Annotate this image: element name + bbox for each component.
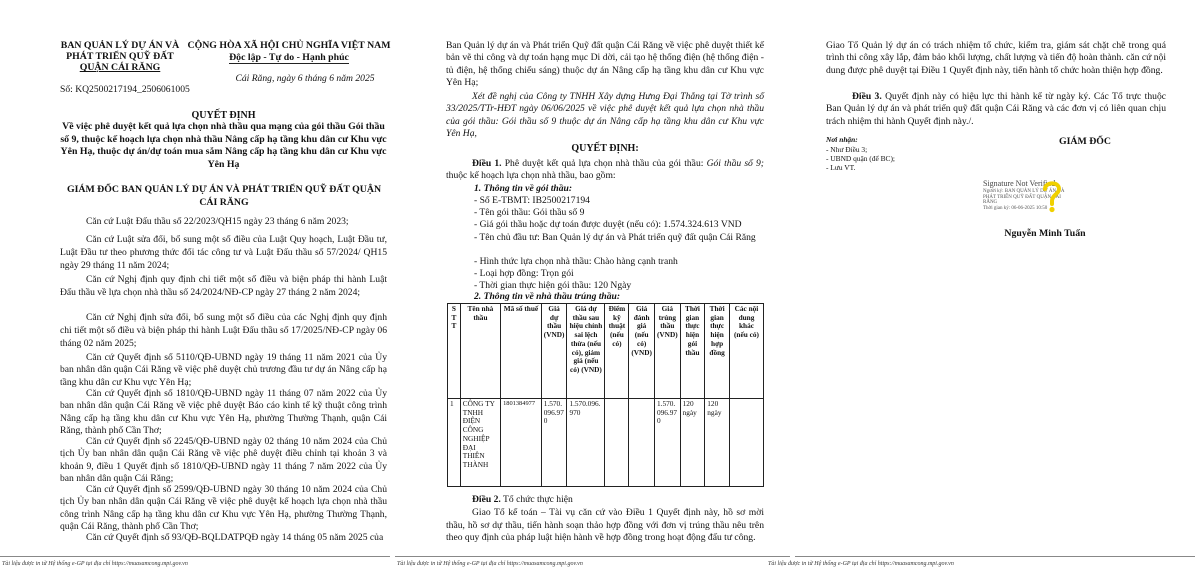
table-cell: 120 ngày — [705, 399, 730, 487]
section-1-title: 1. Thông tin về gói thầu: — [474, 183, 573, 194]
agency-line: QUẬN CÁI RĂNG — [79, 62, 161, 74]
col-header: Mã số thuế — [501, 304, 542, 399]
legal-basis: Căn cứ Quyết định số 1810/QĐ-UBND ngày 11 tháng 07 năm 2022 của Ủy ban nhân dân quận Cái Răng về việc phê duyệt Báo cáo kinh tế kỹ thuật công trình Nâng cấp hạ tầng khu dân cư Khu vực Yên Hạ, phường Thường Thạnh, quận Cái Răng, thành phố Cần Thơ; — [60, 388, 387, 436]
legal-basis: Căn cứ Quyết định số 5110/QĐ-UBND ngày 19 tháng 11 năm 2021 của Ủy ban nhân dân quận Cái Răng về việc phê duyệt chủ trương đầu tư dự án Nâng cấp hạ tầng khu dân cư Khu vực Yên Hạ; — [60, 352, 387, 388]
info-line: - Loại hợp đồng: Trọn gói — [474, 268, 574, 279]
table-cell: 1.570.096.970 — [541, 399, 567, 487]
info-line: - Tên chủ đầu tư: Ban Quản lý dự án và Phát triển quỹ đất quận Cái Răng — [474, 232, 756, 243]
page-2 — [395, 0, 795, 587]
recipient-item: - Lưu VT. — [826, 163, 856, 172]
info-line: - Tên gói thầu: Gói thầu số 9 — [474, 207, 585, 218]
table-cell: 1.570.096.970 — [654, 399, 680, 487]
decision-title: QUYẾT ĐỊNH — [191, 110, 256, 121]
col-header: Thời gian thực hiện gói thầu — [680, 304, 705, 399]
table-cell: 120 ngày — [680, 399, 705, 487]
signature-question-icon — [1039, 179, 1065, 213]
legal-basis: Căn cứ Luật Đấu thầu số 22/2023/QH15 ngày 23 tháng 6 năm 2023; — [86, 216, 349, 227]
legal-basis: Căn cứ Luật sửa đổi, bổ sung một số điều của Luật Quy hoạch, Luật Đầu tư, Luật Đầu tư theo phương thức đối tác công tư và Luật Đấu thầu số 57/2024/ QH15 ngày 29 tháng 11 năm 2024; — [60, 234, 387, 271]
article-3 — [826, 91, 1166, 128]
article-2-text: Tổ chức thực hiện — [503, 494, 573, 505]
footer-rule — [395, 556, 790, 557]
article-1-tail: thuộc kế hoạch lựa chọn nhà thầu, bao gồm: — [446, 170, 616, 182]
article-1 — [446, 158, 764, 183]
col-header: Giá dự thầu (VND) — [541, 304, 567, 399]
article-2 — [446, 494, 764, 506]
col-header: Giá đánh giá (nếu có) (VND) — [629, 304, 655, 399]
article-1-package: Gói thầu số 9; — [706, 158, 764, 169]
table-cell — [629, 399, 655, 487]
agency-line: PHÁT TRIỂN QUỸ ĐẤT — [66, 51, 174, 63]
table-cell: 1.570.096.970 — [567, 399, 605, 487]
footer-rule — [0, 556, 390, 557]
section-2-title: 2. Thông tin về nhà thầu trúng thầu: — [474, 291, 621, 302]
table-cell: 1801384977 — [501, 399, 542, 487]
winning-bidder-table — [447, 303, 764, 487]
info-line: - Thời gian thực hiện gói thầu: 120 Ngày — [474, 280, 632, 291]
article-1-label: Điều 1. — [472, 158, 502, 169]
director-title: GIÁM ĐỐC BAN QUẢN LÝ DỰ ÁN VÀ PHÁT TRIỂN QUỸ ĐẤT QUẬN CÁI RĂNG — [66, 184, 382, 208]
legal-basis: Căn cứ Nghị định quy định chi tiết một số điều và biện pháp thi hành Luật Đấu thầu về lựa chọn nhà thầu số 24/2024/NĐ-CP ngày 27 tháng 2 năm 2024; — [60, 274, 387, 298]
table-header-row — [448, 304, 764, 399]
article-2-body: Giao Tổ kế toán – Tài vụ căn cứ vào Điều 1 Quyết định này, hồ sơ mời thầu, hồ sơ dự thầu, tiến hành soạn thảo hợp đồng với đơn vị trúng thầu nêu trên theo quy định của pháp luật hiện hành về hợp đồng trong hoạt động đấu tư công. — [446, 507, 764, 543]
col-header: Các nội dung khác (nếu có) — [729, 304, 763, 399]
page-3 — [768, 0, 1200, 587]
table-cell: CÔNG TY TNHH ĐIỆN CÔNG NGHIỆP ĐẠI THIÊN THÀNH — [460, 399, 500, 487]
footer-rule — [795, 556, 1195, 557]
decision-subject: Về việc phê duyệt kết quả lựa chọn nhà thầu qua mạng của gói thầu Gói thầu số 9, thuộc kế hoạch lựa chọn nhà thầu Nâng cấp hạ tầng khu dân cư Khu vực Yên Hạ, thuộc dự án/dự toán mua sắm Nâng cấp hạ tầng khu dân cư Khu vực Yên Hạ — [60, 121, 387, 170]
col-header: Điểm kỹ thuật (nếu có) — [605, 304, 629, 399]
decides-heading: QUYẾT ĐỊNH: — [571, 143, 639, 154]
signer-title: GIÁM ĐỐC — [1059, 136, 1111, 147]
legal-basis: Căn cứ Quyết định số 2599/QĐ-UBND ngày 30 tháng 10 năm 2024 của Chủ tịch Ủy ban nhân dân quận Cái Răng về việc phê duyệt kế hoạch lựa chọn nhà thầu công trình Nâng cấp hạ tầng khu dân cư Khu vực Yên Hạ, phường Thường Thạnh, quận Cái Răng, thành phố Cần Thơ; — [60, 484, 387, 532]
info-line: - Số E-TBMT: IB2500217194 — [474, 195, 590, 206]
legal-basis: Căn cứ Nghị định sửa đổi, bổ sung một số điều của các Nghị định quy định chi tiết một số điều và biện pháp thi hành Luật Đấu thầu số 17/2025/NĐ-CP ngày 06 tháng 02 năm 2025; — [60, 312, 387, 349]
col-header: Tên nhà thầu — [460, 304, 500, 399]
agency-line: BAN QUẢN LÝ DỰ ÁN VÀ — [60, 40, 180, 51]
legal-basis: Căn cứ Quyết định số 2245/QĐ-UBND ngày 02 tháng 10 năm 2024 của Chủ tịch Ủy ban nhân dân quận Cái Răng về việc phê duyệt điều chỉnh tại khoản 3 và khoản 9, điều 1 Quyết định số 1810/QĐ-UBND ngày 11 tháng 7 năm 2022 của Ủy ban nhân dân quận Cái Răng; — [60, 436, 387, 484]
col-header: Thời gian thực hiện hợp đồng — [705, 304, 730, 399]
national-motto: Độc lập - Tự do - Hạnh phúc — [229, 52, 349, 63]
signature-detail: Người ký: BAN QUẢN LÝ DỰ ÁN VÀ PHÁT TRIỂN QUỸ ĐẤT QUẬN CÁI RĂNG — [983, 189, 1065, 206]
page-1 — [0, 0, 395, 587]
table-cell — [605, 399, 629, 487]
article-1-text: Phê duyệt kết quả lựa chọn nhà thầu của gói thầu: — [504, 158, 704, 169]
article-2-continued: Giao Tổ Quản lý dự án có trách nhiệm tổ chức, kiểm tra, giám sát chặt chẽ trong quá trình thi công xây lắp, đảm bảo khối lượng, chất lượng và tiến độ hoàn thành. căn cứ nội dung được phê duyệt tại Điều 1 Quyết định này, tiến hành tổ chức hoàn thiện hợp đồng. — [826, 40, 1166, 76]
intro-paragraph: Ban Quản lý dự án và Phát triển Quỹ đất quận Cái Răng về việc phê duyệt thiết kế bản vẽ thi công và dự toán hạng mục Di dời, cải tạo hệ thống điện (hệ thống điện - tủ điện, hệ thống chiếu sáng) thuộc dự án Nâng cấp hạ tầng khu dân cư Khu vực Yên Hạ; — [446, 40, 764, 88]
document-number: Số: KQ2500217194_2506061005 — [60, 84, 190, 95]
info-line: - Hình thức lựa chọn nhà thầu: Chào hàng cạnh tranh — [474, 256, 678, 267]
recipients-title: Nơi nhận: — [826, 135, 858, 144]
col-header: Giá trúng thầu (VND) — [654, 304, 680, 399]
table-row — [448, 399, 764, 487]
page-footer: Tài liệu được in từ Hệ thống e-GP tại địa chỉ https://muasamcong.mpi.gov.vn — [768, 561, 954, 567]
legal-basis: Căn cứ Quyết định số 93/QĐ-BQLDATPQĐ ngày 14 tháng 05 năm 2025 của — [86, 532, 384, 543]
article-2-label: Điều 2. — [472, 494, 501, 505]
page-footer: Tài liệu được in từ Hệ thống e-GP tại địa chỉ https://muasamcong.mpi.gov.vn — [2, 561, 188, 567]
article-3-label: Điều 3. — [852, 91, 882, 102]
table-cell: 1 — [448, 399, 461, 487]
document-date: Cái Răng, ngày 6 tháng 6 năm 2025 — [235, 73, 375, 84]
info-line: - Giá gói thầu hoặc dự toán được duyệt (nếu có): 1.574.324.613 VND — [474, 219, 742, 230]
national-title: CỘNG HÒA XÃ HỘI CHỦ NGHĨA VIỆT NAM — [187, 40, 391, 51]
issuing-agency — [55, 40, 185, 74]
signer-name: Nguyễn Minh Tuấn — [1004, 228, 1086, 239]
recipient-item: - Như Điều 3; — [826, 145, 868, 154]
col-header: S T T — [448, 304, 461, 399]
signature-detail: Thời gian ký: 06-06-2025 10:50 — [983, 206, 1048, 211]
signature-status: Signature Not Verified — [983, 179, 1056, 188]
col-header: Giá dự thầu sau hiệu chỉnh sai lệch thừa (nếu có), giảm giá (nếu có) (VND) — [567, 304, 605, 399]
recipient-item: - UBND quận (để BC); — [826, 154, 895, 163]
proposal-paragraph: Xét đề nghị của Công ty TNHH Xây dựng Hưng Đại Thắng tại Tờ trình số 33/2025/TTr-HĐT ngày 06/06/2025 về việc phê duyệt kết quả lựa chọn nhà thầu của gói thầu: Gói thầu số 9 thuộc dự án Nâng cấp hạ tầng khu dân cư Khu vực Yên Hạ, — [446, 91, 764, 139]
table-cell — [729, 399, 763, 487]
page-footer: Tài liệu được in từ Hệ thống e-GP tại địa chỉ https://muasamcong.mpi.gov.vn — [397, 561, 583, 567]
article-3-text: Quyết định này có hiệu lực thi hành kể từ ngày ký. Các Tổ trực thuộc Ban Quản lý dự án và phát triển quỹ đất quận Cái Răng và các đơn vị có liên quan chịu trách nhiệm thi hành Quyết định này./. — [826, 91, 1166, 127]
